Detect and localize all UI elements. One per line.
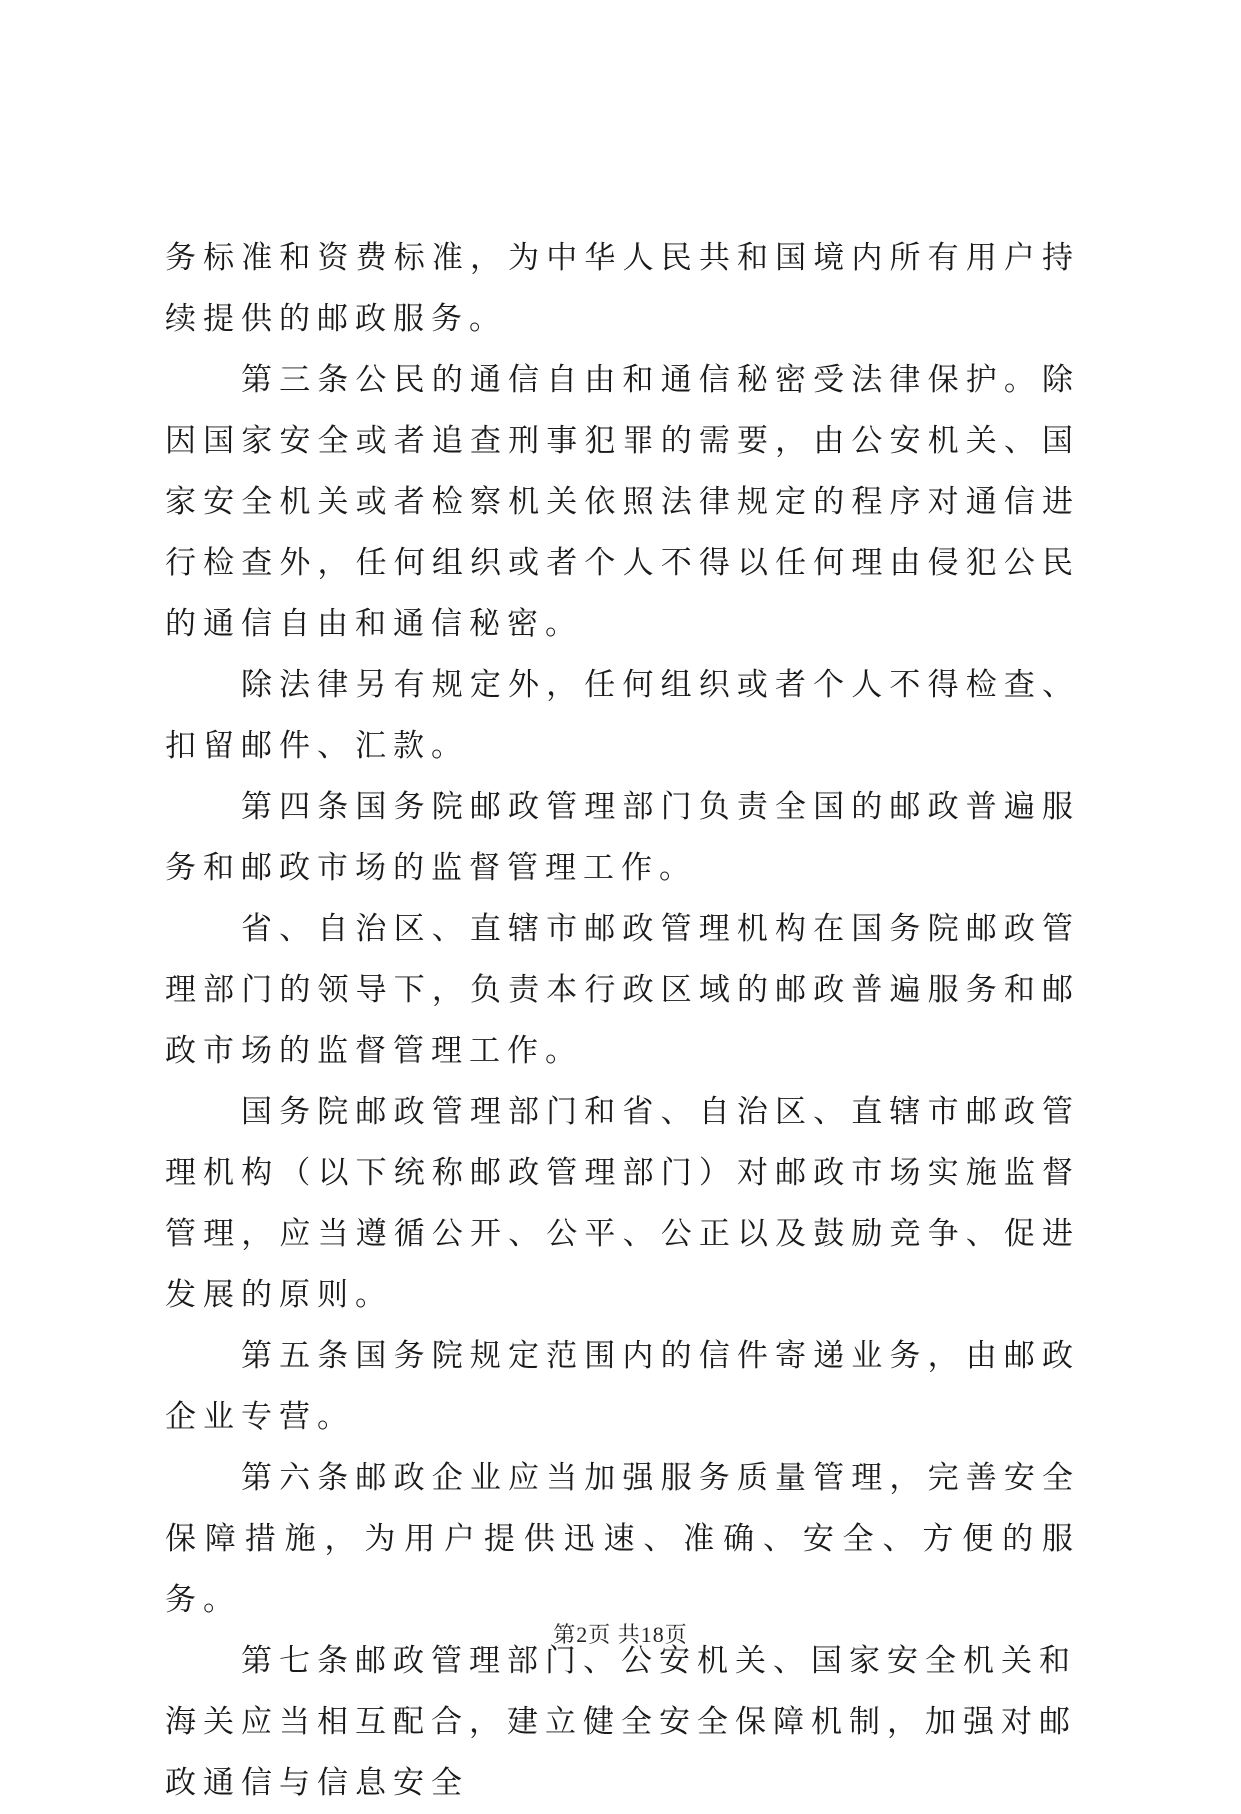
- document-body: [165, 228, 1080, 1814]
- paragraph-article-4-clause-3: 国务院邮政管理部门和省、自治区、直辖市邮政管理机构（以下统称邮政管理部门）对邮政市场实施监督管理，应当遵循公开、公平、公正以及鼓励竞争、促进发展的原则。: [165, 1094, 1080, 1313]
- paragraph-article-3-clause-2: 除法律另有规定外，任何组织或者个人不得检查、扣留邮件、汇款。: [165, 667, 1080, 764]
- paragraph-article-7: 第七条邮政管理部门、公安机关、国家安全机关和海关应当相互配合，建立健全安全保障机制，加强对邮政通信与信息安全: [165, 1643, 1077, 1801]
- page-number-footer: 第2页 共18页: [553, 1622, 688, 1647]
- paragraph-article-4: 第四条国务院邮政管理部门负责全国的邮政普遍服务和邮政市场的监督管理工作。: [165, 789, 1080, 886]
- paragraph-continuation: 务标准和资费标准，为中华人民共和国境内所有用户持续提供的邮政服务。: [165, 240, 1080, 337]
- paragraph-article-4-clause-2: 省、自治区、直辖市邮政管理机构在国务院邮政管理部门的领导下，负责本行政区域的邮政普遍服务和邮政市场的监督管理工作。: [165, 911, 1080, 1069]
- paragraph-article-6: 第六条邮政企业应当加强服务质量管理，完善安全保障措施，为用户提供迅速、准确、安全、方便的服务。: [165, 1460, 1080, 1618]
- paragraph-article-3: 第三条公民的通信自由和通信秘密受法律保护。除因国家安全或者追查刑事犯罪的需要，由公安机关、国家安全机关或者检察机关依照法律规定的程序对通信进行检查外，任何组织或者个人不得以任何理由侵犯公民的通信自由和通信秘密。: [165, 362, 1080, 642]
- paragraph-article-5: 第五条国务院规定范围内的信件寄递业务，由邮政企业专营。: [165, 1338, 1080, 1435]
